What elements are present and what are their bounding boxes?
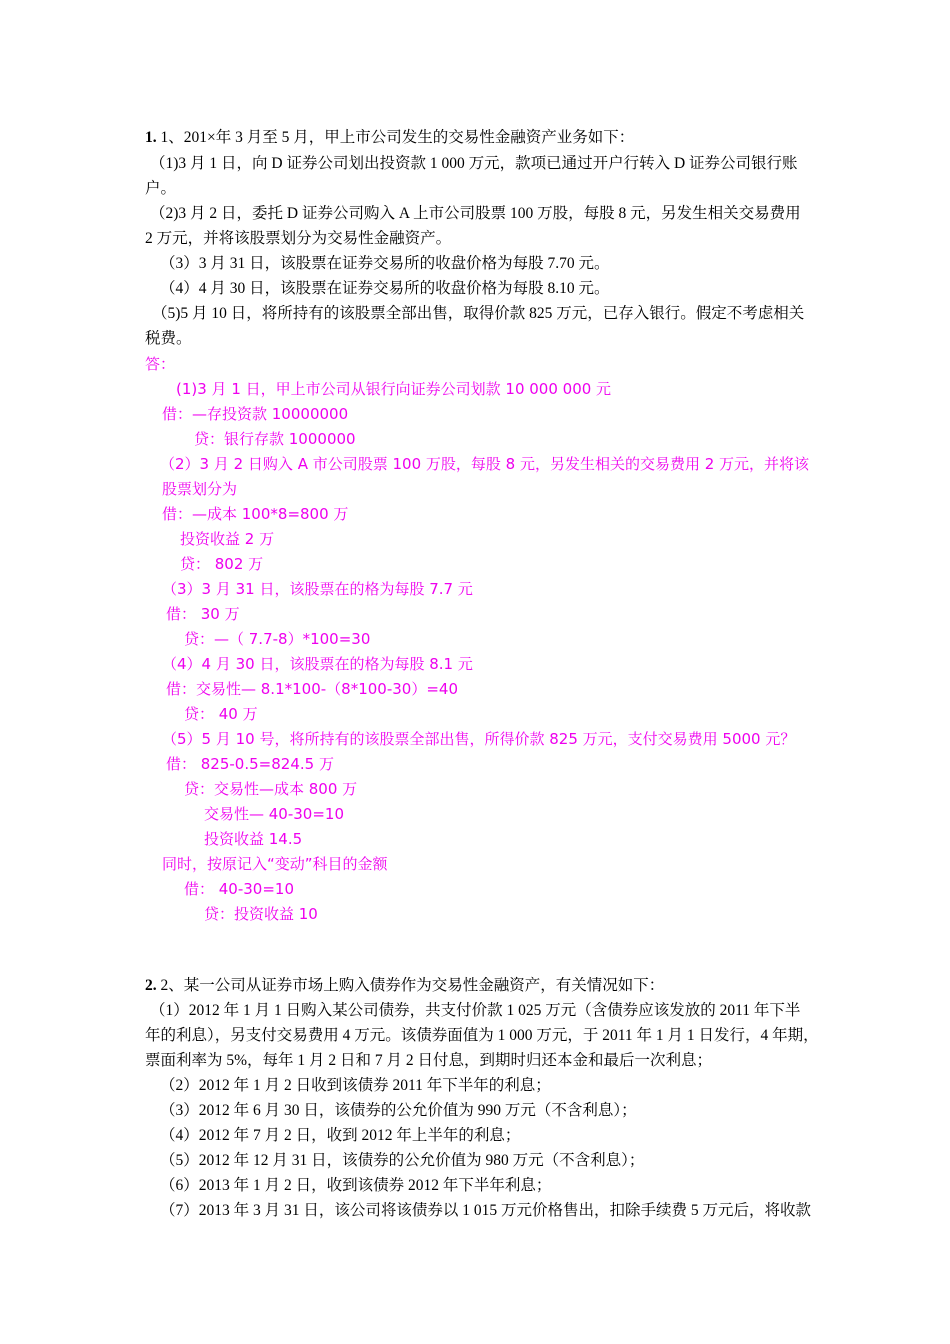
question-2-line: 票面利率为 5%，每年 1 月 2 日和 7 月 2 日付息，到期时归还本金和最后一次利息； bbox=[145, 1052, 713, 1069]
question-2-title bbox=[145, 974, 664, 998]
question-1-line: （5)5 月 10 日，将所持有的该股票全部出售，取得价款 825 万元，已存入银行。假定不考虑相关 bbox=[152, 305, 805, 322]
question-2-line: 年的利息），另支付交易费用 4 万元。该债券面值为 1 000 万元，于 2011 年 1 月 1 日发行，4 年期， bbox=[145, 1027, 819, 1044]
answer-1-line: 股票划分为 bbox=[162, 480, 238, 498]
answer-1-line: 同时，按原记入“变动”科目的金额 bbox=[162, 855, 388, 873]
question-1-line: （4）4 月 30 日，该股票在证券交易所的收盘价格为每股 8.10 元。 bbox=[160, 280, 610, 297]
answer-1-line: 投资收益 2 万 bbox=[180, 530, 275, 548]
answer-1-line: 借：—存投资款 10000000 bbox=[162, 405, 349, 423]
answer-1-line: （3）3 月 31 日，该股票在的格为每股 7.7 元 bbox=[162, 580, 473, 598]
question-1-line: （3）3 月 31 日，该股票在证券交易所的收盘价格为每股 7.70 元。 bbox=[160, 255, 610, 272]
answer-1-line: 贷： 40 万 bbox=[184, 705, 258, 723]
answer-1-line: （2）3 月 2 日购入 A 市公司股票 100 万股，每股 8 元，另发生相关的交易费用 2 万元，并将该 bbox=[160, 455, 810, 473]
answer-1-line: (1)3 月 1 日，甲上市公司从银行向证券公司划款 10 000 000 元 bbox=[176, 380, 612, 398]
question-2-line: （2）2012 年 1 月 2 日收到该债券 2011 年下半年的利息； bbox=[160, 1077, 551, 1094]
question-2-number: 2. bbox=[145, 977, 157, 994]
question-1-number: 1. bbox=[145, 129, 157, 146]
question-2-line: （5）2012 年 12 月 31 日，该债券的公允价值为 980 万元（不含利息）； bbox=[160, 1152, 645, 1169]
question-1-line: （2)3 月 2 日，委托 D 证券公司购入 A 上市公司股票 100 万股，每股 8 元，另发生相关交易费用 bbox=[150, 205, 801, 222]
question-1-title bbox=[145, 126, 634, 150]
answer-1-line: （4）4 月 30 日，该股票在的格为每股 8.1 元 bbox=[162, 655, 473, 673]
answer-1-label: 答： bbox=[145, 355, 176, 373]
answer-1-line: 借： 40-30=10 bbox=[184, 880, 295, 898]
answer-1-line: 贷：交易性—成本 800 万 bbox=[184, 780, 358, 798]
answer-1-line: 借： 825-0.5=824.5 万 bbox=[166, 755, 334, 773]
answer-1-line: 贷：—（ 7.7-8）*100=30 bbox=[184, 630, 371, 648]
answer-1-line: 借：交易性— 8.1*100-（8*100-30）=40 bbox=[166, 680, 458, 698]
answer-1-line: 投资收益 14.5 bbox=[204, 830, 303, 848]
question-2-line: （4）2012 年 7 月 2 日，收到 2012 年上半年的利息； bbox=[160, 1127, 521, 1144]
question-2-line: （1）2012 年 1 月 1 日购入某公司债券，共支付价款 1 025 万元（含债券应该发放的 2011 年下半 bbox=[150, 1002, 801, 1019]
question-2-line: （3）2012 年 6 月 30 日，该债券的公允价值为 990 万元（不含利息）； bbox=[160, 1102, 637, 1119]
answer-1-line: 借：—成本 100*8=800 万 bbox=[162, 505, 349, 523]
answer-1-line: 贷：银行存款 1000000 bbox=[194, 430, 356, 448]
question-2-line: （6）2013 年 1 月 2 日，收到该债券 2012 年下半年利息； bbox=[160, 1177, 552, 1194]
answer-1-line: 交易性— 40-30=10 bbox=[204, 805, 345, 823]
question-1-title-text: 1、201×年 3 月至 5 月，甲上市公司发生的交易性金融资产业务如下： bbox=[160, 129, 635, 146]
answer-1-line: 贷：投资收益 10 bbox=[204, 905, 318, 923]
question-2-line: （7）2013 年 3 月 31 日，该公司将该债券以 1 015 万元价格售出，扣除手续费 5 万元后，将收款 bbox=[160, 1202, 812, 1219]
answer-1-line: 借： 30 万 bbox=[166, 605, 240, 623]
answer-1-line: 贷： 802 万 bbox=[180, 555, 264, 573]
question-1-line: （1)3 月 1 日，向 D 证券公司划出投资款 1 000 万元，款项已通过开户行转入 D 证券公司银行账 bbox=[150, 155, 798, 172]
question-1-line: 户。 bbox=[145, 180, 177, 197]
question-2-title-text: 2、某一公司从证券市场上购入债券作为交易性金融资产，有关情况如下： bbox=[160, 977, 665, 994]
question-1-line: 2 万元，并将该股票划分为交易性金融资产。 bbox=[145, 230, 452, 247]
answer-1-line: （5）5 月 10 号，将所持有的该股票全部出售，所得价款 825 万元，支付交易费用 5000 元？ bbox=[162, 730, 796, 748]
question-1-line: 税费。 bbox=[145, 330, 192, 347]
